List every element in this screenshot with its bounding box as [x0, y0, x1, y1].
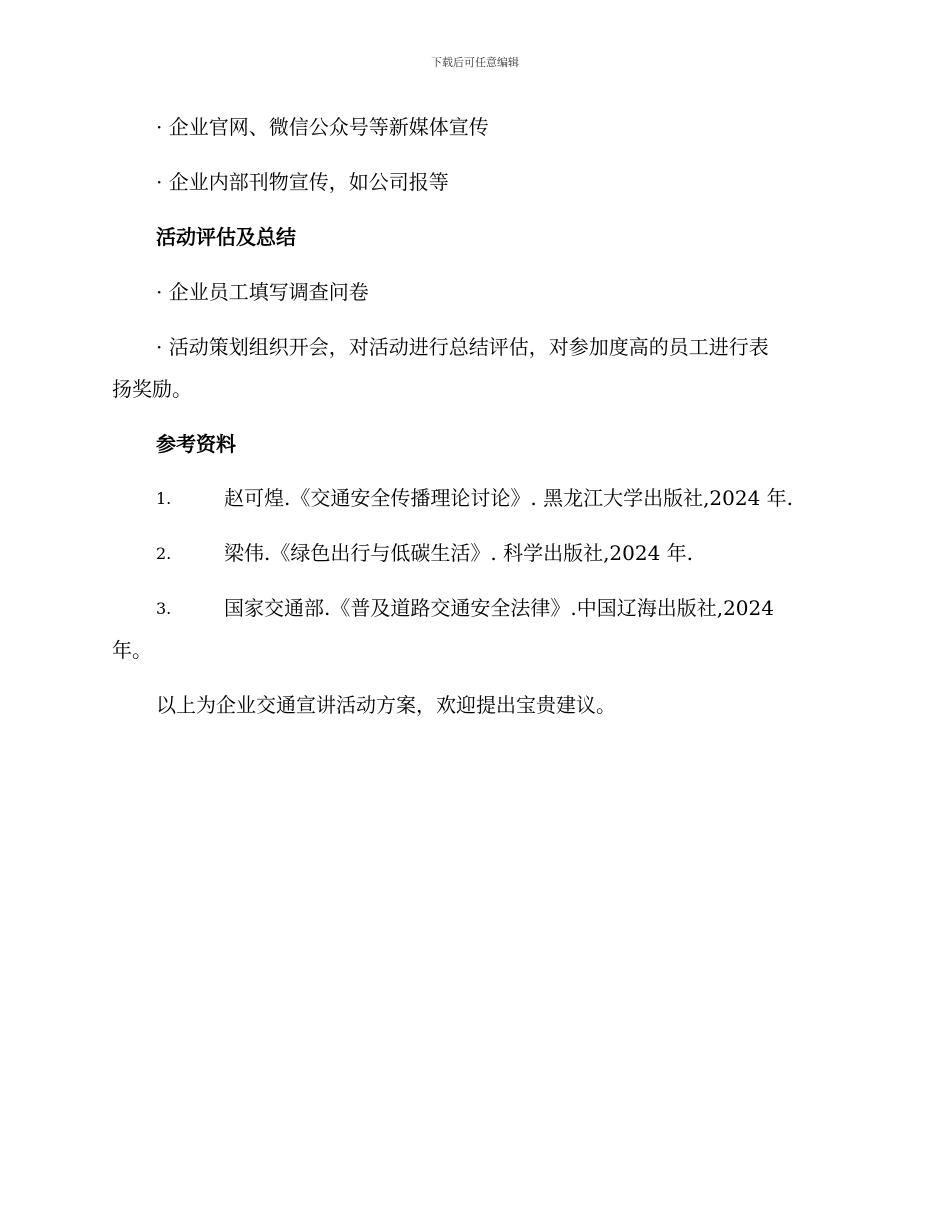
reference-text: 国家交通部.《普及道路交通安全法律》.中国辽海出版社,2024: [224, 596, 774, 620]
bullet-new-media: · 企业官网、微信公众号等新媒体宣传: [156, 115, 489, 139]
reference-text: 梁伟.《绿色出行与低碳生活》. 科学出版社,2024 年.: [224, 541, 694, 565]
reference-text-continuation: 年。: [112, 638, 152, 662]
reference-text: 赵可煌.《交通安全传播理论讨论》. 黑龙江大学出版社,2024 年.: [224, 486, 794, 510]
bullet-meeting-line1: · 活动策划组织开会，对活动进行总结评估，对参加度高的员工进行表: [156, 335, 769, 359]
bullet-meeting-line2: 扬奖励。: [112, 377, 192, 401]
page-header-note: 下载后可任意编辑: [431, 56, 519, 69]
section-heading-evaluation: 活动评估及总结: [156, 225, 296, 249]
section-heading-references: 参考资料: [156, 432, 236, 456]
reference-number: 3.: [156, 599, 172, 618]
bullet-survey: · 企业员工填写调查问卷: [156, 280, 369, 304]
closing-paragraph: 以上为企业交通宣讲活动方案，欢迎提出宝贵建议。: [156, 693, 616, 717]
reference-number: 2.: [156, 544, 172, 563]
bullet-internal-publication: · 企业内部刊物宣传，如公司报等: [156, 170, 449, 194]
reference-number: 1.: [156, 489, 172, 508]
